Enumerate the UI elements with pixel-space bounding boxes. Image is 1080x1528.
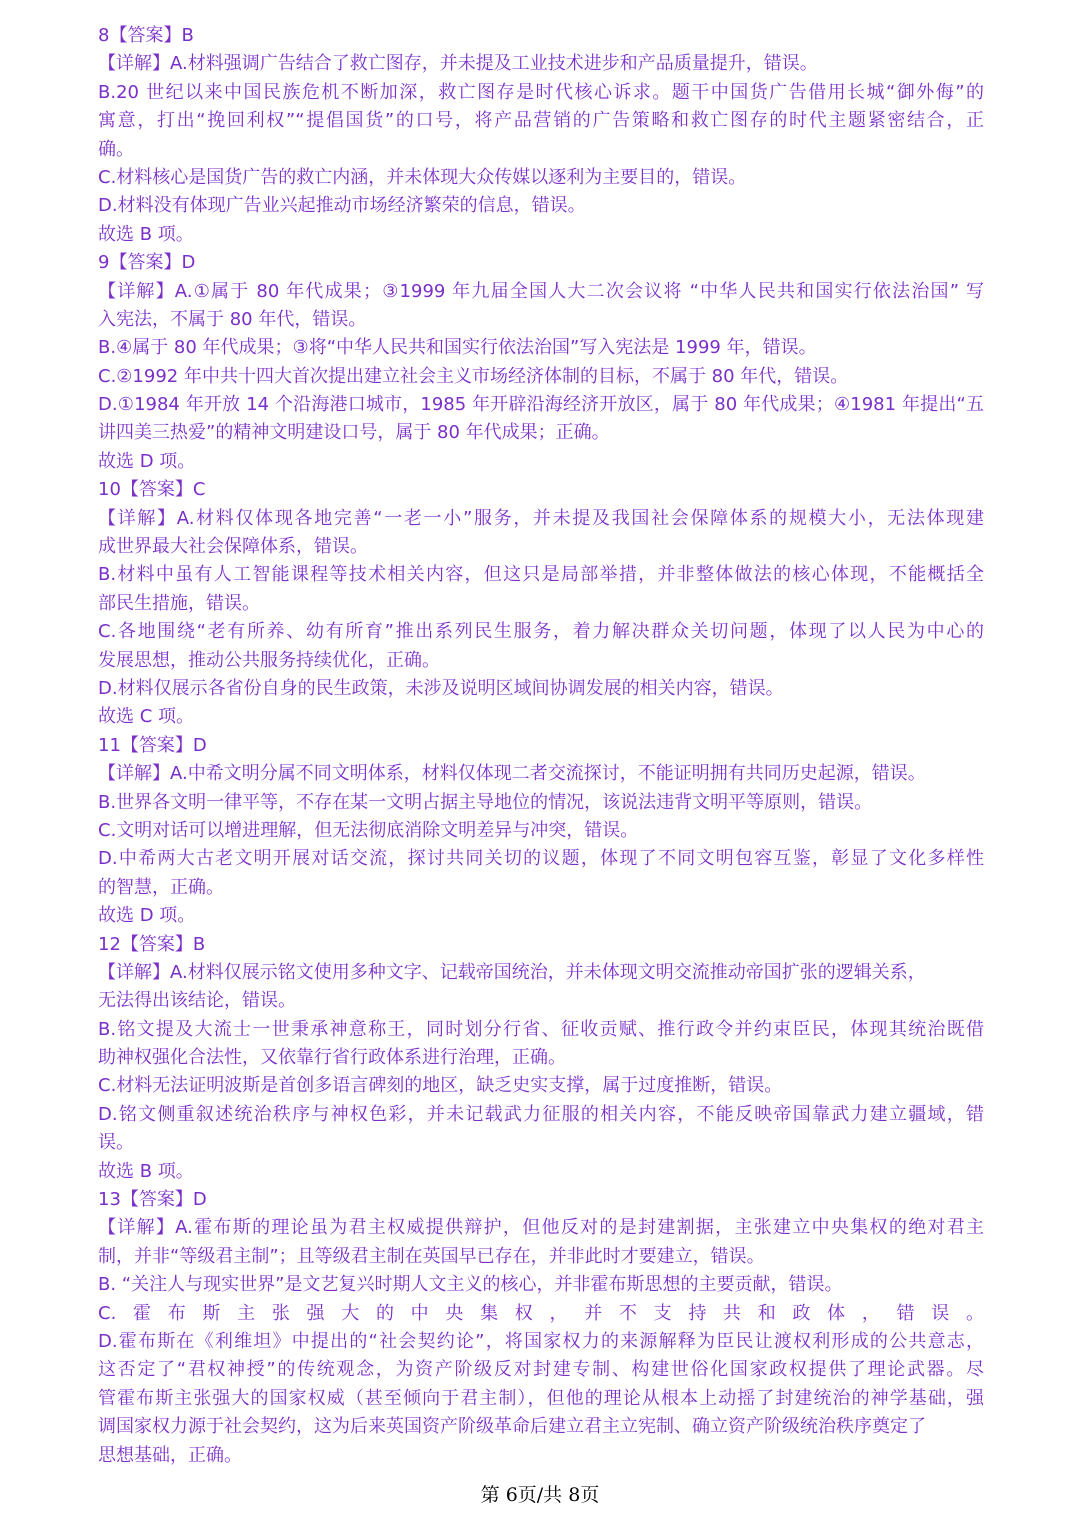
- text-line: 确。: [98, 138, 134, 160]
- text-line: 故选 C 项。: [98, 706, 195, 728]
- text-line: 10【答案】C: [98, 479, 206, 501]
- text-line: B.铭文提及大流士一世秉承神意称王，同时划分行省、征收贡赋、推行政令并约束臣民，体现其统治既借: [98, 1018, 984, 1040]
- text-line: 故选 D 项。: [98, 450, 196, 472]
- text-line: 管霍布斯主张强大的国家权威（甚至倾向于君主制），但他的理论从根本上动摇了封建统治的神学基础，强: [98, 1387, 984, 1409]
- text-line: 误。: [98, 1132, 134, 1154]
- text-line: 发展思想，推动公共服务持续优化，正确。: [98, 649, 440, 671]
- text-line: B.材料中虽有人工智能课程等技术相关内容，但这只是局部举措，并非整体做法的核心体现，不能概括全: [98, 564, 984, 586]
- text-line: 助神权强化合法性，又依靠行省行政体系进行治理，正确。: [98, 1047, 566, 1069]
- text-line: 【详解】A.材料仅体现各地完善“一老一小”服务，并未提及我国社会保障体系的规模大小，无法体现建: [98, 507, 984, 529]
- text-line: C.霍布斯主张强大的中央集权，并不支持共和政体，错误。: [98, 1302, 984, 1324]
- text-line: D.霍布斯在《利维坦》中提出的“社会契约论”，将国家权力的来源解释为臣民让渡权利形成的公共意志，: [98, 1330, 984, 1352]
- text-line: B. “关注人与现实世界”是文艺复兴时期人文主义的核心，并非霍布斯思想的主要贡献，错误。: [98, 1274, 843, 1296]
- text-line: 13【答案】D: [98, 1189, 207, 1211]
- text-line: 9【答案】D: [98, 252, 196, 274]
- text-line: 成世界最大社会保障体系，错误。: [98, 536, 368, 558]
- text-line: 【详解】A.材料仅展示铭文使用多种文字、记载帝国统治，并未体现文明交流推动帝国扩张的逻辑关系，: [98, 961, 926, 983]
- text-line: D.①1984 年开放 14 个沿海港口城市，1985 年开辟沿海经济开放区，属于 80 年代成果；④1981 年提出“五: [98, 394, 984, 416]
- text-line: D.中希两大古老文明开展对话交流，探讨共同关切的议题，体现了不同文明包容互鉴，彰显了文化多样性: [98, 848, 984, 870]
- text-line: 【详解】A.霍布斯的理论虽为君主权威提供辩护，但他反对的是封建割据，主张建立中央集权的绝对君主: [98, 1217, 984, 1239]
- text-line: 寓意，打出“挽回利权”“提倡国货”的口号，将产品营销的广告策略和救亡图存的时代主题紧密结合，正: [98, 110, 984, 132]
- text-line: D.材料没有体现广告业兴起推动市场经济繁荣的信息，错误。: [98, 195, 586, 217]
- text-line: 入宪法，不属于 80 年代，错误。: [98, 308, 367, 330]
- text-line: 故选 B 项。: [98, 223, 194, 245]
- text-line: 制，并非“等级君主制”；且等级君主制在英国早已存在，并非此时才要建立，错误。: [98, 1245, 765, 1267]
- text-line: 【详解】A.中希文明分属不同文明体系，材料仅体现二者交流探讨，不能证明拥有共同历史起源，错误。: [98, 763, 926, 785]
- text-line: B.20 世纪以来中国民族危机不断加深，救亡图存是时代核心诉求。题干中国货广告借用长城“御外侮”的: [98, 81, 984, 103]
- text-line: 的智慧，正确。: [98, 876, 224, 898]
- text-line: D.铭文侧重叙述统治秩序与神权色彩，并未记载武力征服的相关内容，不能反映帝国靠武力建立疆域，错: [98, 1103, 984, 1125]
- text-line: C.各地围绕“老有所养、幼有所育”推出系列民生服务，着力解决群众关切问题，体现了以人民为中心的: [98, 621, 984, 643]
- text-line: 12【答案】B: [98, 933, 206, 955]
- text-line: 部民生措施，错误。: [98, 592, 260, 614]
- text-line: 调国家权力源于社会契约，这为后来英国资产阶级革命后建立君主立宪制、确立资产阶级统治秩序奠定了: [98, 1416, 926, 1438]
- text-line: 8【答案】B: [98, 25, 194, 46]
- text-line: C.②1992 年中共十四大首次提出建立社会主义市场经济体制的目标，不属于 80 年代，错误。: [98, 365, 849, 387]
- text-line: 【详解】A.材料强调广告结合了救亡图存，并未提及工业技术进步和产品质量提升，错误。: [98, 53, 818, 75]
- text-line: C.材料核心是国货广告的救亡内涵，并未体现大众传媒以逐利为主要目的，错误。: [98, 166, 747, 188]
- text-line: 11【答案】D: [98, 734, 207, 756]
- answer-explanations: [98, 22, 984, 1470]
- text-line: 无法得出该结论，错误。: [98, 990, 296, 1012]
- text-line: 【详解】A.①属于 80 年代成果；③1999 年九届全国人大二次会议将 “中华人民共和国实行依法治国” 写: [98, 280, 984, 302]
- text-line: 讲四美三热爱”的精神文明建设口号，属于 80 年代成果；正确。: [98, 422, 610, 444]
- text-line: B.世界各文明一律平等，不存在某一文明占据主导地位的情况，该说法违背文明平等原则，错误。: [98, 791, 873, 813]
- text-line: 故选 D 项。: [98, 905, 196, 927]
- text-line: 这否定了“君权神授”的传统观念，为资产阶级反对封建专制、构建世俗化国家政权提供了理论武器。尽: [98, 1359, 984, 1381]
- text-line: C.文明对话可以增进理解，但无法彻底消除文明差异与冲突，错误。: [98, 819, 639, 841]
- text-line: B.④属于 80 年代成果；③将“中华人民共和国实行依法治国”写入宪法是 1999 年，错误。: [98, 337, 817, 359]
- text-line: C.材料无法证明波斯是首创多语言碑刻的地区，缺乏史实支撑，属于过度推断，错误。: [98, 1075, 783, 1097]
- page-footer: 第 6页/共 8页: [480, 1484, 600, 1506]
- text-line: 思想基础，正确。: [98, 1444, 242, 1466]
- text-line: 故选 B 项。: [98, 1160, 194, 1182]
- text-line: D.材料仅展示各省份自身的民生政策，未涉及说明区域间协调发展的相关内容，错误。: [98, 677, 784, 699]
